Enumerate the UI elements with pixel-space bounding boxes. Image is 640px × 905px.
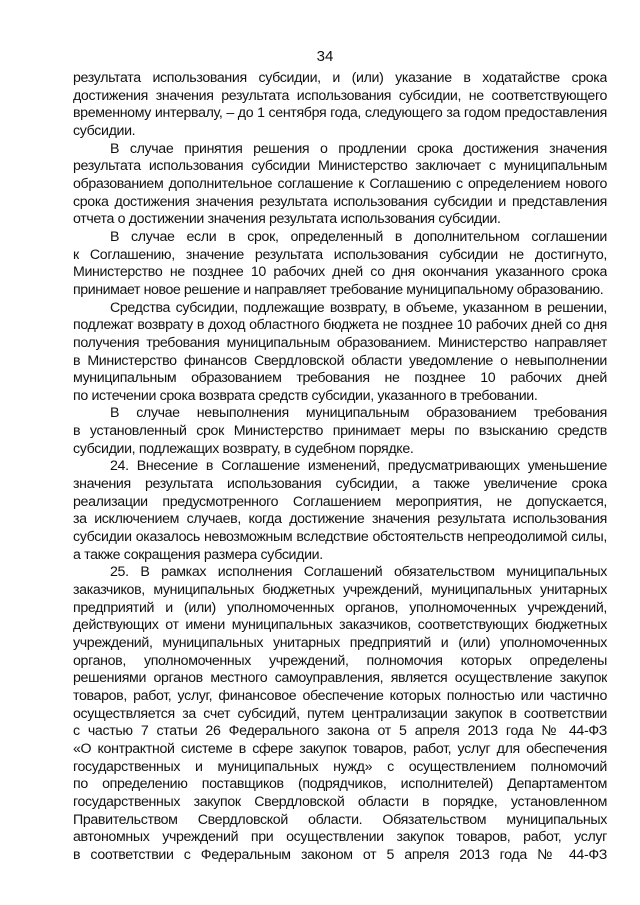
text-line: подлежат возврату в доход областного бюджета не позднее 10 рабочих дней со дня [73,317,607,334]
paragraph [73,141,607,229]
text-line: значения результата использования субсидии, а также увеличение срока [73,476,607,493]
text-line: государственных закупок Свердловской области в порядке, установленном [73,793,607,810]
text-line: В случае невыполнения муниципальным образованием требования [110,405,607,422]
text-line: действующих от имени муниципальных заказчиков, соответствующих бюджетных [73,617,607,634]
text-line: по истечении срока возврата средств субсидии, указанного в требовании. [73,387,538,404]
text-line: Министерство не позднее 10 рабочих дней со дня окончания указанного срока [73,264,607,281]
text-line: субсидии. [73,122,136,139]
text-line: предприятий и (или) уполномоченных органов, уполномоченных учреждений, [73,599,607,616]
text-line: муниципальным образованием требования не позднее 10 рабочих дней [73,370,607,387]
text-line: органов, уполномоченных учреждений, полномочия которых определены [73,652,607,669]
paragraph [73,405,607,458]
text-line: а также сокращения размера субсидии. [73,546,323,563]
page-number: 34 [316,48,334,65]
text-line: осуществляется за счет субсидий, путем централизации закупок в соответствии [73,705,607,722]
document-body [73,70,607,865]
text-line: отчета о достижении значения результата использования субсидии. [73,211,501,228]
text-line: временному интервалу, – до 1 сентября года, следующего за годом предоставления [73,105,607,122]
text-line: срока достижения значения результата использования субсидии и представления [73,193,607,210]
text-line: в соответствии с Федеральным законом от 5 апреля 2013 года № 44-ФЗ [73,846,607,863]
text-line: решениями органов местного самоуправления, является осуществление закупок [73,670,607,687]
paragraph [73,70,607,141]
text-line: учреждений, муниципальных унитарных предприятий и (или) уполномоченных [73,635,607,651]
text-line: 25. В рамках исполнения Соглашений обязательством муниципальных [110,564,607,581]
text-line: Правительством Свердловской области. Обязательством муниципальных [73,811,607,828]
text-line: получения требования муниципальным образованием. Министерство направляет [73,334,607,351]
text-line: Средства субсидии, подлежащие возврату, в объеме, указанном в решении, [110,299,607,316]
text-line: результата использования субсидии, и (или) указание в ходатайстве срока [73,70,607,86]
text-line: реализации предусмотренного Соглашением мероприятия, не допускается, [73,493,607,510]
text-line: результата использования субсидии Министерство заключает с муниципальным [73,158,607,175]
text-line: к Соглашению, значение результата использования субсидии не достигнуто, [73,246,607,263]
text-line: В случае принятия решения о продлении срока достижения значения [110,140,607,157]
text-line: товаров, работ, услуг, финансовое обеспечение которых полностью или частично [73,687,607,704]
paragraph [73,458,607,564]
text-line: автономных учреждений при осуществлении закупок товаров, работ, услуг [73,829,607,846]
text-line: за исключением случаев, когда достижение значения результата использования [73,511,607,528]
text-line: В случае если в срок, определенный в дополнительном соглашении [110,228,607,245]
text-line: «О контрактной системе в сфере закупок товаров, работ, услуг для обеспечения [73,740,607,757]
text-line: заказчиков, муниципальных бюджетных учреждений, муниципальных унитарных [73,582,607,599]
text-line: принимает новое решение и направляет требование муниципальному образованию. [73,281,604,298]
text-line: субсидии, подлежащих возврату, в судебном порядке. [73,440,414,457]
text-line: по определению поставщиков (подрядчиков, исполнителей) Департаментом [73,776,607,793]
text-line: 24. Внесение в Соглашение изменений, предусматривающих уменьшение [110,458,607,475]
paragraph [73,300,607,406]
text-line: государственных и муниципальных нужд» с осуществлением полномочий [73,758,607,775]
text-line: достижения значения результата использования субсидии, не соответствующего [73,87,607,104]
text-line: в установленный срок Министерство принимает меры по взысканию средств [73,423,607,440]
text-line: субсидии оказалось невозможным вследствие обстоятельств непреодолимой силы, [73,529,607,546]
text-line: в Министерство финансов Свердловской области уведомление о невыполнении [73,352,607,369]
paragraph [73,229,607,300]
text-line: с частью 7 статьи 26 Федерального закона от 5 апреля 2013 года № 44-ФЗ [73,723,607,740]
paragraph [73,564,607,864]
text-line: образованием дополнительное соглашение к Соглашению с определением нового [73,175,607,192]
